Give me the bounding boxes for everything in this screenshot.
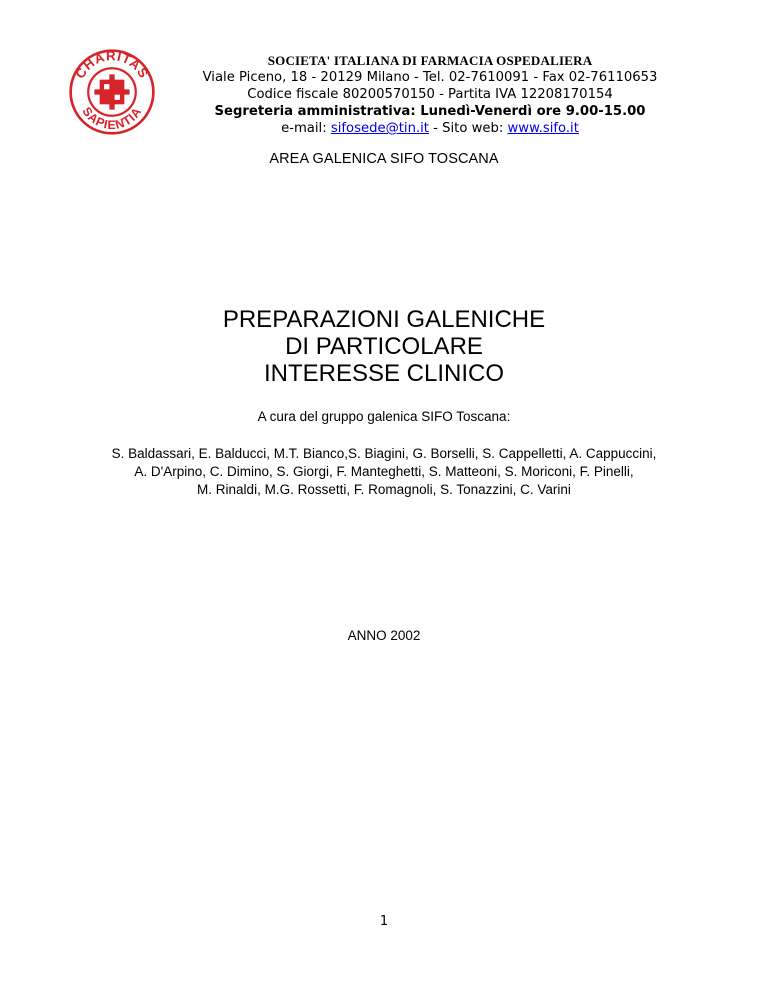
authors-line-3: M. Rinaldi, M.G. Rossetti, F. Romagnoli, S. Tonazzini, C. Varini	[197, 482, 571, 497]
email-link[interactable]: sifosede@tin.it	[330, 121, 429, 136]
page-number: 1	[379, 914, 389, 929]
editor-line: A cura del gruppo galenica SIFO Toscana:	[257, 409, 511, 424]
title-line-3: INTERESSE CLINICO	[263, 360, 505, 387]
letterhead	[180, 52, 680, 137]
email-prefix: e-mail:	[281, 121, 331, 136]
organization-name: SOCIETA' ITALIANA DI FARMACIA OSPEDALIERA	[267, 53, 593, 68]
authors-line-1: S. Baldassari, E. Balducci, M.T. Bianco,S. Biagini, G. Borselli, S. Cappelletti, A. Cappuccini,	[111, 446, 657, 461]
address-line: Viale Piceno, 18 - 20129 Milano - Tel. 02-7610091 - Fax 02-76110653	[202, 70, 658, 85]
contact-line	[180, 120, 680, 137]
authors-list	[0, 445, 768, 499]
authors-line-2: A. D'Arpino, C. Dimino, S. Giorgi, F. Manteghetti, S. Matteoni, S. Moriconi, F. Pinelli,	[134, 464, 634, 479]
office-hours-line: Segreteria amministrativa: Lunedì-Venerdì ore 9.00-15.00	[214, 104, 646, 119]
document-title	[0, 306, 768, 387]
title-line-2: DI PARTICOLARE	[285, 333, 483, 360]
fiscal-code-line: Codice fiscale 80200570150 - Partita IVA 12208170154	[247, 87, 613, 102]
publication-year: ANNO 2002	[347, 628, 421, 643]
svg-text:SAPIENTIA: SAPIENTIA	[79, 104, 145, 132]
sifo-logo	[68, 48, 156, 136]
svg-text:CHARITAS: CHARITAS	[72, 48, 152, 82]
website-prefix: - Sito web:	[428, 121, 508, 136]
website-link[interactable]: www.sifo.it	[507, 121, 579, 136]
title-line-1: PREPARAZIONI GALENICHE	[222, 306, 546, 333]
area-heading: AREA GALENICA SIFO TOSCANA	[269, 151, 499, 167]
